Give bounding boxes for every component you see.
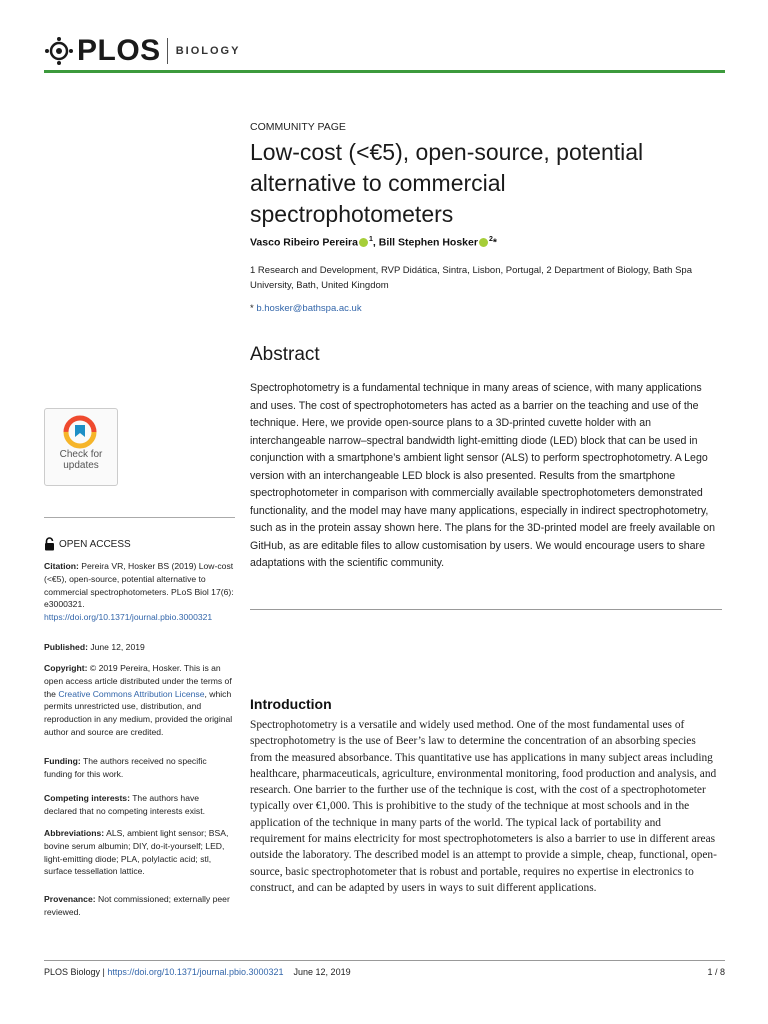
plos-logo-icon: [44, 36, 74, 66]
competing-interests: Competing interests: The authors have declared that no competing interests exist.: [44, 793, 205, 816]
abbreviations: Abbreviations: ALS, ambient light sensor; BSA, bovine serum albumin; DIY, do-it-yourself; LED, light-emitting diode; PLA, polylactic acid; stl, surface tessellation lattice.: [44, 828, 229, 877]
provenance: Provenance: Not commissioned; externally peer reviewed.: [44, 894, 230, 917]
badge-label: Check for updates: [59, 449, 103, 471]
author-affil-sup: 1: [368, 236, 373, 243]
author-list: Vasco Ribeiro Pereira $^1$, Bill Stephen Hosker $^2$*: [250, 236, 497, 249]
open-lock-icon: [44, 537, 55, 551]
citation: Citation: Pereira VR, Hosker BS (2019) Low-cost (<€5), open-source, potential alternative to commercial spectrophotometers. PLoS Biol 17(6): e3000321. https://doi.org/10.1371/journal.pbio.3000321: [44, 561, 234, 623]
sidebar-divider: [44, 517, 235, 518]
corresponding-mark: *: [492, 236, 497, 249]
page-number: 1 / 8: [707, 967, 725, 977]
email-link[interactable]: b.hosker@bathspa.ac.uk: [256, 303, 362, 314]
abstract-text: Spectrophotometry is a fundamental technique in many areas of science, with many applications and uses. The cost of spectrophotometers has acted as a barrier on the teaching and use of the technique. Here, we provide open-source plans to a 3D-printed cuvette holder with an interchangeable narrow–spectral bandwidth light-emitting diode (LED) block that can be used in conjunction with a smartphone’s ambient light sensor (ALS) to perform spectrophotometry. A Lego version with an interchangeable LED block is also presented. Results from the smartphone spectrophotometer in comparison with commercially available spectrophotometers demonstrated functionality, and the model may have many applications, especially in indirect spectrophotometry, such as in the protein assay shown here. The plans for the 3D-printed model are freely available on GitHub, as are editable files to allow customisation by users. We would encourage users to share adaptations with the scientific community.: [250, 382, 716, 569]
author-name[interactable]: Bill Stephen Hosker: [378, 236, 478, 249]
citation-doi-link[interactable]: https://doi.org/10.1371/journal.pbio.3000321: [44, 612, 213, 623]
author-affil-sup: 2: [488, 236, 493, 243]
email-mark: *: [250, 303, 254, 314]
footer-doi-link[interactable]: https://doi.org/10.1371/journal.pbio.3000321: [107, 967, 284, 977]
header-rule: [44, 70, 725, 73]
logo-text: PLOS: [77, 34, 161, 67]
footer-journal: PLOS Biology: [44, 967, 101, 977]
logo-divider: [167, 38, 168, 64]
author-name[interactable]: Vasco Ribeiro Pereira: [250, 236, 358, 249]
plos-logo: [44, 34, 240, 68]
footer-date: June 12, 2019: [293, 967, 351, 977]
orcid-icon[interactable]: [359, 238, 368, 247]
page-footer: PLOS Biology | https://doi.org/10.1371/journal.pbio.3000321 June 12, 2019: [44, 967, 351, 977]
abstract-heading: Abstract: [250, 344, 320, 365]
article-category: COMMUNITY PAGE: [250, 121, 346, 133]
check-updates-icon: [63, 415, 97, 449]
check-for-updates-badge[interactable]: [44, 408, 118, 486]
abstract-divider: [250, 609, 722, 610]
funding: Funding: The authors received no specific funding for this work.: [44, 756, 207, 779]
license-link[interactable]: Creative Commons Attribution License: [58, 688, 205, 699]
article-title: Low-cost (<€5), open-source, potential alternative to commercial spectrophotometers: [250, 139, 644, 227]
affiliations: 1 Research and Development, RVP Didática, Sintra, Lisbon, Portugal, 2 Department of Biology, Bath Spa University, Bath, United Kingdom: [250, 265, 693, 291]
open-access-label: OPEN ACCESS: [44, 537, 131, 551]
footer-rule: [44, 960, 725, 961]
introduction-heading: Introduction: [250, 696, 332, 712]
published-date: Published: June 12, 2019: [44, 642, 145, 652]
journal-name: BIOLOGY: [175, 45, 241, 57]
introduction-text: Spectrophotometry is a versatile and widely used method. One of the most fundamental uses of spectrophotometry is the use of Beer’s law to determine the concentration of an absorbing species from the measured absorbance. This quantitative use has applications in many subject areas including healthcare, pharmaceuticals, agriculture, environmental monitoring, food production and analysis, and research. One barrier to the further use of the technique is cost, with the cost of a spectrophotometer typically over €1,000. This is prohibitive to the study of the technique at most schools and in the application of the technique in many parts of the world. The typical lack of portability and requirement for mains electricity for most spectrophotometers is also a barrier to use in different areas outside the laboratory. The described model is an attempt to provide a simple, cheap, functional, open-source, basic spectrophotometer that is robust and portable, requires no expertise in electronics to construct, and can be adapted by users in ways to suit different applications.: [250, 719, 717, 894]
corresponding-email: [250, 303, 725, 314]
orcid-icon[interactable]: [479, 238, 488, 247]
copyright: Copyright: © 2019 Pereira, Hosker. This is an open access article distributed under the terms of the Creative Commons Attribution License, which permits unrestricted use, distribution, and reproduction in any medium, provided the original author and source are credited.: [44, 663, 233, 737]
